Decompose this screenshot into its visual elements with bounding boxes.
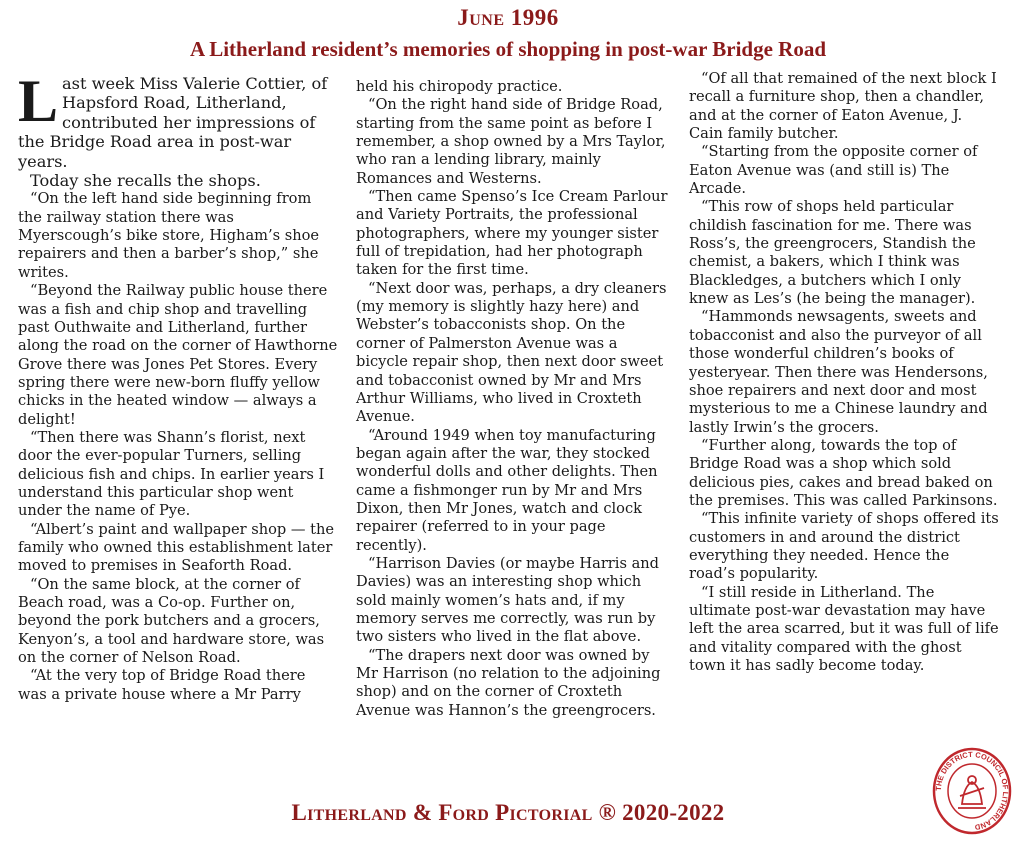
footer-credit: Litherland & Ford Pictorial ® 2020-2022 [291,800,725,825]
article-paragraph: “Around 1949 when toy manufacturing began again after the war, they stocked wonderful dolls and other delights. Then came a fishmonger run by Mr and Mrs Dixon, then Mr Jones, watch and clock repairer (referred to in your page recently). [356,426,658,554]
article-paragraph: “Starting from the opposite corner of Eaton Avenue was (and still is) The Arcade. [689,143,978,198]
article-paragraph: “This infinite variety of shops offered its customers in and around the district everything they needed. Hence the road’s popularity. [689,510,999,583]
article-paragraph: Last week Miss Valerie Cottier, of Hapsford Road, Litherland, contributed her impressions of the Bridge Road area in post-war years. [18,68,328,171]
article-paragraph: “Hammonds newsagents, sweets and tobacconist and also the purveyor of all those wonderful children’s books of yesteryear. Then there was Hendersons, shoe repairers and next door and most mysterious to me a Chinese laundry and lastly Irwin’s the grocers. [689,308,988,436]
article-paragraph: “At the very top of Bridge Road there was a private house where a Mr Parry [18,667,306,703]
article-column-3 [689,70,999,675]
article-paragraph: “This row of shops held particular childish fascination for me. There was Ross’s, the greengrocers, Standish the chemist, a bakers, which I think was Blackledges, a butchers which I only knew as Les’s (he being the manager). [689,198,976,308]
article-paragraph: Today she recalls the shops. [30,171,261,191]
article-paragraph: held his chiropody practice. [356,78,563,95]
article-paragraph: “Then came Spenso’s Ice Cream Parlour and Variety Portraits, the professional photographers, where my younger sister full of trepidation, had her photograph taken for the first time. [356,188,668,279]
article-paragraph: “Of all that remained of the next block I recall a furniture shop, then a chandler, and at the corner of Eaton Avenue, J. Cain family butcher. [689,70,997,143]
drop-cap: L [18,68,59,134]
article-column-2 [356,78,672,720]
article-paragraph: “Albert’s paint and wallpaper shop — the family who owned this establishment later moved to premises in Seaforth Road. [18,520,335,575]
article-column-1 [18,68,338,704]
article-paragraph: “On the right hand side of Bridge Road, starting from the same point as before I remember, a shop owned by a Mrs Taylor, who ran a lending library, mainly Romances and Westerns. [356,96,666,187]
header-date: June 1996 [457,5,559,30]
seal-ring-text: THE DISTRICT COUNCIL OF LITHERLAND [933,749,1011,832]
article-paragraph: “On the same block, at the corner of Beach road, was a Co-op. Further on, beyond the pork butchers and a grocers, Kenyon’s, a tool and hardware store, was on the corner of Nelson Road. [18,575,325,667]
council-seal-icon [932,746,1012,836]
article-paragraph: “I still reside in Litherland. The ultimate post-war devastation may have left the area scarred, but it was full of life and vitality compared with the ghost town it has sadly become today. [689,583,999,674]
article-paragraph: “Beyond the Railway public house there was a fish and chip shop and travelling past Outhwaite and Litherland, further along the road on the corner of Hawthorne Grove there was Jones Pet Stores. Every spring there were new-born fluffy yellow chicks in the heated window — always a delight! [18,282,338,428]
article-paragraph: “Further along, towards the top of Bridge Road was a shop which sold delicious pies, cakes and bread baked on the premises. This was called Parkinsons. [689,436,998,509]
article-paragraph: “On the left hand side beginning from the railway station there was Myerscough’s bike store, Higham’s shoe repairers and then a barber’s shop,” she writes. [18,190,320,281]
article-paragraph: “Then there was Shann’s florist, next door the ever-popular Turners, selling delicious fish and chips. In earlier years I understand this particular shop went under the name of Pye. [18,428,325,520]
header-title: A Litherland resident’s memories of shopping in post-war Bridge Road [189,37,827,61]
article-paragraph: “The drapers next door was owned by Mr Harrison (no relation to the adjoining shop) and on the corner of Croxteth Avenue was Hannon’s the greengrocers. [356,646,661,719]
article-paragraph: “Harrison Davies (or maybe Harris and Davies) was an interesting shop which sold mainly women’s hats and, if my memory serves me correctly, was run by two sisters who lived in the flat above. [356,554,660,646]
article-paragraph: “Next door was, perhaps, a dry cleaners (my memory is slightly hazy here) and Webster’s tobacconists shop. On the corner of Palmerston Avenue was a bicycle repair shop, then next door sweet and tobacconist owned by Mr and Mrs Arthur Williams, who lived in Croxteth Avenue. [356,279,667,426]
